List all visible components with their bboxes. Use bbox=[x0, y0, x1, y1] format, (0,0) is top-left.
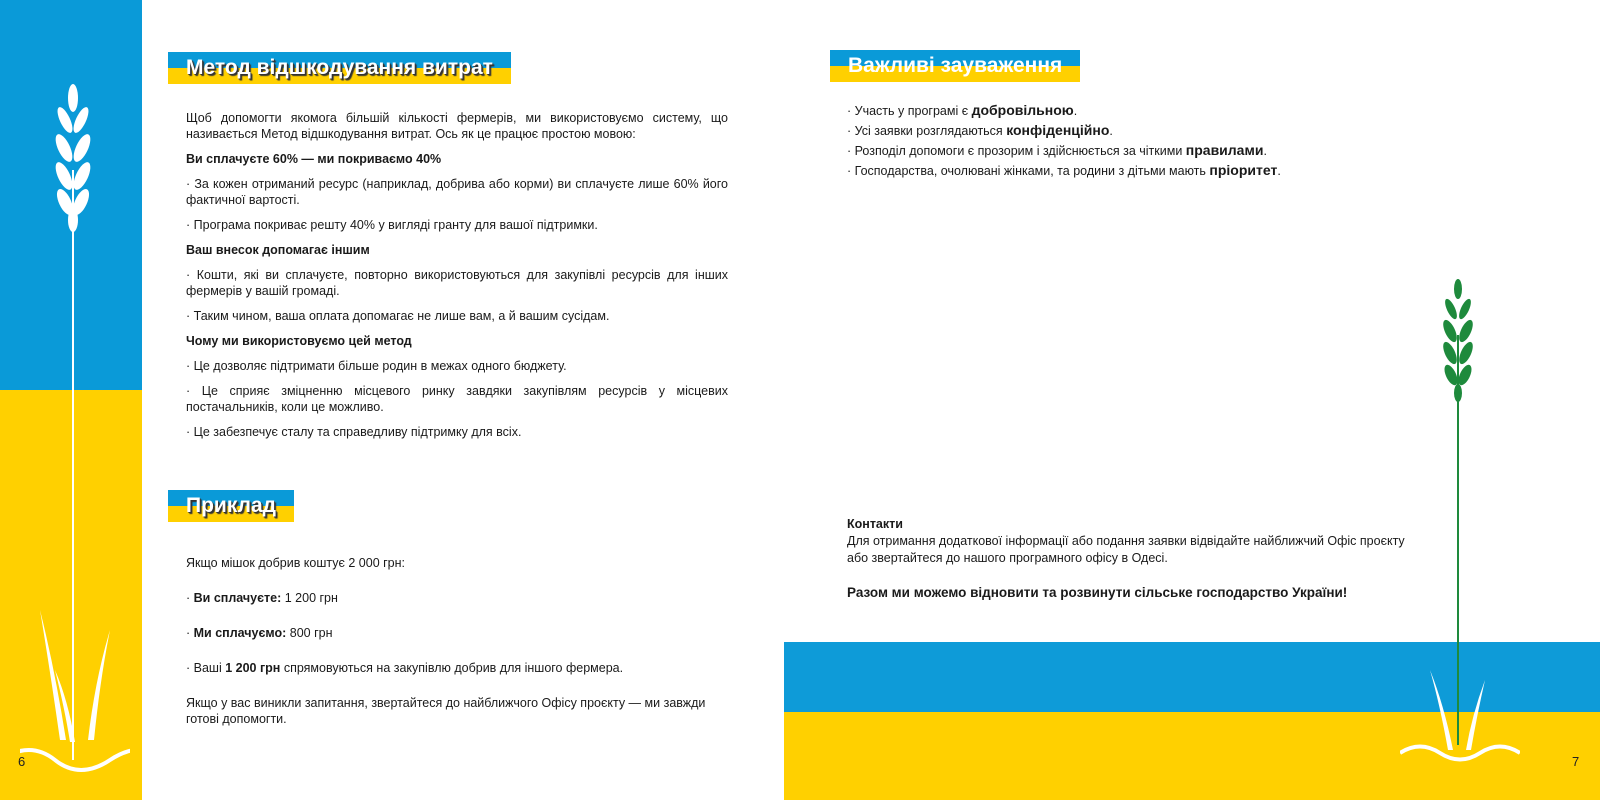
intro-paragraph: Щоб допомогти якомога більшій кількості фермерів, ми використовуємо систему, що називається Метод відшкодування витрат. Ось як це працює простою мовою: bbox=[186, 111, 728, 141]
contacts-block bbox=[847, 516, 1427, 601]
we-pay-line: · Ми сплачуємо: 800 грн bbox=[186, 626, 333, 640]
contacts-title: Контакти bbox=[847, 517, 903, 531]
heading-text: Важливі зауваження bbox=[848, 54, 1063, 77]
wheat-green-icon bbox=[1400, 275, 1520, 775]
subheading: Ваш внесок допомагає іншим bbox=[186, 243, 370, 257]
note-item: · Участь у програмі є добровільною. bbox=[847, 102, 1078, 118]
note-item: · Розподіл допомоги є прозорим і здійснюється за чіткими правилами. bbox=[847, 142, 1267, 158]
subheading: Чому ми використовуємо цей метод bbox=[186, 334, 412, 348]
wheat-icon bbox=[20, 70, 130, 790]
reuse-line: · Ваші 1 200 грн спрямовуються на закупівлю добрив для іншого фермера. bbox=[186, 661, 624, 675]
bullet: · Це сприяє зміцненню місцевого ринку завдяки закупівлям ресурсів у місцевих постачальників, коли це можливо. bbox=[186, 384, 728, 414]
section-heading-method bbox=[168, 52, 511, 84]
example-intro: Якщо мішок добрив коштує 2 000 грн: bbox=[186, 556, 406, 570]
heading-text: Приклад bbox=[186, 494, 276, 517]
bullet: · За кожен отриманий ресурс (наприклад, добрива або корми) ви сплачуєте лише 60% його фактичної вартості. bbox=[186, 177, 728, 207]
notes-list bbox=[847, 101, 1281, 181]
page-number-left: 6 bbox=[18, 754, 26, 769]
heading-text: Метод відшкодування витрат bbox=[186, 56, 493, 79]
outro: Якщо у вас виникли запитання, звертайтеся до найближчого Офісу проєкту — ми завжди готові допомогти. bbox=[186, 696, 706, 726]
note-item: · Усі заявки розглядаються конфіденційно. bbox=[847, 122, 1113, 138]
note-item: · Господарства, очолювані жінками, та родини з дітьми мають пріоритет. bbox=[847, 162, 1281, 178]
example-body bbox=[186, 555, 728, 746]
subheading: Ви сплачуєте 60% — ми покриваємо 40% bbox=[186, 152, 442, 166]
bullet: · Кошти, які ви сплачуєте, повторно використовуються для закупівлі ресурсів для інших фермерів у вашій громаді. bbox=[186, 268, 728, 298]
section-heading-notes bbox=[830, 50, 1080, 82]
page-number-right: 7 bbox=[1572, 754, 1580, 769]
bullet: · Програма покриває решту 40% у вигляді гранту для вашої підтримки. bbox=[186, 218, 598, 232]
slogan: Разом ми можемо відновити та розвинути сільське господарство України! bbox=[847, 585, 1348, 600]
section-heading-example bbox=[168, 490, 294, 522]
bullet: · Таким чином, ваша оплата допомагає не лише вам, а й вашим сусідам. bbox=[186, 309, 610, 323]
method-body bbox=[186, 110, 728, 449]
contacts-text: Для отримання додаткової інформації або подання заявки відвідайте найближчий Офіс проєкту або звертайтеся до нашого програмного офісу в Одесі. bbox=[847, 534, 1405, 565]
bullet: · Це забезпечує сталу та справедливу підтримку для всіх. bbox=[186, 425, 522, 439]
bullet: · Це дозволяє підтримати більше родин в межах одного бюджету. bbox=[186, 359, 567, 373]
you-pay-line: · Ви сплачуєте: 1 200 грн bbox=[186, 591, 338, 605]
